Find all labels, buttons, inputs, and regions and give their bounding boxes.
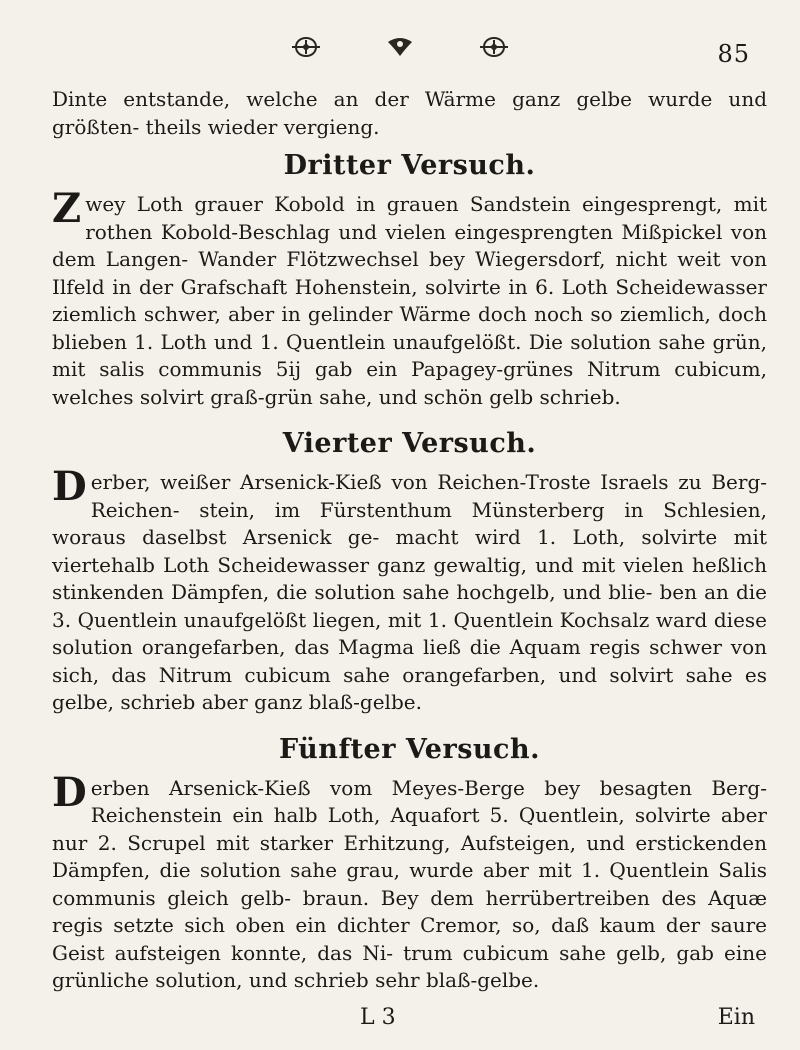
header-ornaments (290, 36, 510, 58)
section-heading-fifth-experiment: Fünfter Versuch. (278, 733, 541, 765)
drop-cap: D (52, 463, 87, 510)
intro-paragraph: Dinte entstande, welche an der Wärme ganz gelbe wurde und größten- theils wieder vergieng. (52, 87, 767, 139)
paragraph-text: erben Arsenick-Kieß vom Meyes-Berge bey besagten Berg-Reichenstein ein halb Loth, Aquafort 5. Quentlein, solvirte aber nur 2. Scrupel mit starker Erhitzung, Aufsteigen, und erstickenden Dämpfen, die solution sahe grau, wurde aber mit 1. Quentlein Salis communis gleich gelb- braun. Bey dem herrübertreiben des Aquæ regis setzte sich oben ein dichter Cremor, so, daß kaum der saure Geist aufsteigen konnte, das Ni- trum cubicum sahe gelb, gab eine grünliche solution, und schrieb sehr blaß-gelbe. (52, 775, 767, 992)
section-paragraph-fourth-experiment (52, 463, 767, 717)
page-number: 85 (717, 40, 750, 68)
section-heading-third-experiment: Dritter Versuch. (283, 150, 536, 181)
page-footer (0, 1005, 800, 1035)
drop-cap: Z (52, 185, 82, 232)
catchword: Ein (717, 1005, 755, 1030)
section-heading-fourth-experiment: Vierter Versuch. (282, 428, 537, 459)
paragraph-text: erber, weißer Arsenick-Kieß von Reichen-Troste Israels zu Berg-Reichen- stein, im Fürstenthum Münsterberg in Schlesien, woraus daselbst Arsenick ge- macht wird 1. Loth, solvirte mit viertehalb Loth Scheidewasser ganz gewaltig, und mit vielen heßlich stinkenden Dämpfen, die solution sahe hochgelb, und blie- ben an die 3. Quentlein unaufgelößt liegen, mit 1. Quentlein Kochsalz ward diese solution orangefarben, das Magma ließ die Aquam regis schwer von sich, das Nitrum cubicum sahe orangefarben, und solvirt sahe es gelbe, schrieb aber ganz blaß-gelbe. (52, 470, 767, 714)
fleuron-ornament-icon (290, 36, 322, 58)
signature-mark: L 3 (360, 1005, 396, 1030)
fleuron-ornament-icon (478, 36, 510, 58)
text-block (52, 86, 767, 995)
fleuron-ornament-icon (384, 36, 416, 58)
paragraph-text: wey Loth grauer Kobold in grauen Sandstein eingesprengt, mit rothen Kobold-Beschlag und vielen eingesprengten Mißpickel von dem Langen- Wander Flötzwechsel bey Wiegersdorf, nicht weit von Ilfeld in der Grafschaft Hohenstein, solvirte in 6. Loth Scheidewasser ziemlich schwer, aber in gelinder Wärme doch noch so ziemlich, doch blieben 1. Loth und 1. Quentlein unaufgelößt. Die solution sahe grün, mit salis communis 5ij gab ein Papagey-grünes Nitrum cubicum, welches solvirt graß-grün sahe, und schön gelb schrieb. (52, 192, 767, 409)
section-paragraph-third-experiment (52, 185, 767, 411)
section-paragraph-fifth-experiment (52, 768, 767, 995)
drop-cap: D (52, 768, 87, 816)
